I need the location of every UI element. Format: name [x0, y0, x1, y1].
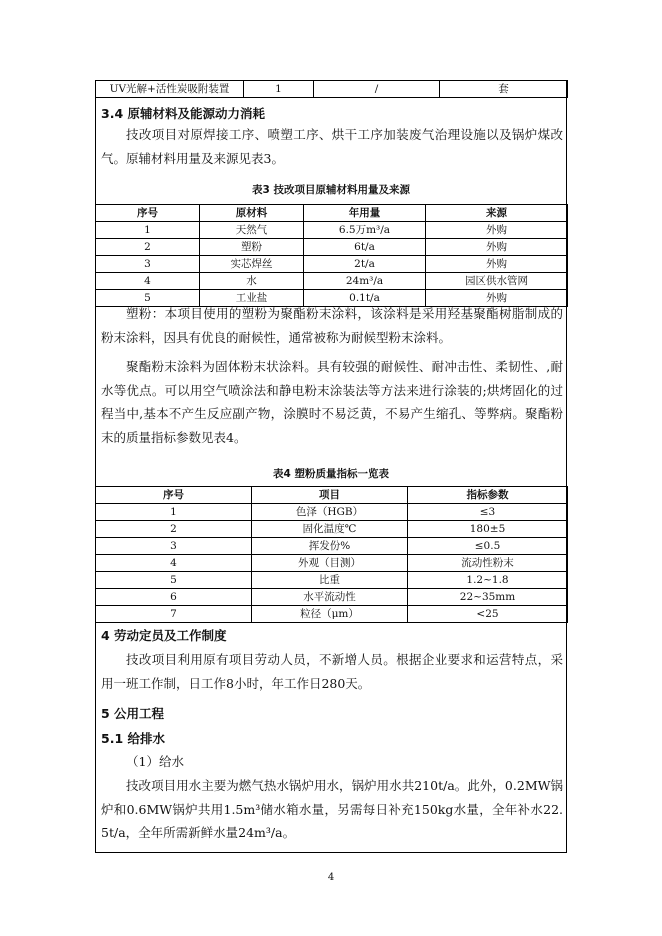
table-cell: 1.2~1.8	[408, 572, 568, 589]
table3-header: 原材料	[200, 205, 304, 222]
table-cell: 比重	[252, 572, 408, 589]
table-cell: 5	[96, 290, 200, 307]
equipment-qty: 1	[244, 81, 314, 98]
table-row	[96, 273, 568, 290]
table-cell: 色泽（HGB）	[252, 504, 408, 521]
table-cell: 24m³/a	[304, 273, 426, 290]
table-cell: 2	[96, 521, 252, 538]
table-row	[96, 606, 568, 623]
table3-caption: 表3 技改项目原辅材料用量及来源	[252, 184, 410, 196]
table-row	[96, 589, 568, 606]
table-cell: ≤0.5	[408, 538, 568, 555]
table-row	[96, 538, 568, 555]
table4-caption: 表4 塑粉质量指标一览表	[273, 468, 389, 480]
table-cell: 固化温度℃	[252, 521, 408, 538]
table-cell: 天然气	[200, 222, 304, 239]
table-cell: 外购	[426, 222, 568, 239]
table-cell: 5	[96, 572, 252, 589]
table-cell: 1	[96, 504, 252, 521]
table-row	[96, 256, 568, 273]
table-cell: 6.5万m³/a	[304, 222, 426, 239]
table-header-row	[96, 205, 568, 222]
table3	[95, 204, 568, 307]
heading-5: 5 公用工程	[101, 706, 165, 721]
table-cell: 6t/a	[304, 239, 426, 256]
subheading-water-supply: （1）给水	[126, 754, 184, 769]
table-cell: 挥发份%	[252, 538, 408, 555]
table-cell: 水平流动性	[252, 589, 408, 606]
table-cell: 1	[96, 222, 200, 239]
table-row	[96, 521, 568, 538]
table-cell: 4	[96, 273, 200, 290]
table-row	[96, 239, 568, 256]
table4-header: 序号	[96, 487, 252, 504]
table-cell: 外购	[426, 239, 568, 256]
table-row	[96, 504, 568, 521]
table-cell: 3	[96, 538, 252, 555]
table-cell: 流动性粉末	[408, 555, 568, 572]
equipment-unit: 套	[440, 81, 568, 98]
table-cell: 22~35mm	[408, 589, 568, 606]
table4	[95, 486, 568, 623]
table-row	[96, 81, 568, 98]
table3-header: 年用量	[304, 205, 426, 222]
table-cell: 水	[200, 273, 304, 290]
table-cell: 4	[96, 555, 252, 572]
table-header-row	[96, 487, 568, 504]
table-cell: 实芯焊丝	[200, 256, 304, 273]
table-row	[96, 222, 568, 239]
table3-header: 序号	[96, 205, 200, 222]
table4-header: 项目	[252, 487, 408, 504]
powder-paragraph-2: 聚酯粉末涂料为固体粉末状涂料。具有较强的耐候性、耐冲击性、柔韧性、,耐水等优点。可以用空气喷涂法和静电粉末涂装法等方法来进行涂装的;烘烤固化的过程当中,基本不产生反应副产物，涂膜时不易泛黄，不易产生缩孔、等弊病。聚酯粉末的质量指标参数见表4。	[101, 359, 563, 445]
heading-5-1: 5.1 给排水	[101, 731, 165, 746]
equipment-spec: /	[314, 81, 440, 98]
table-cell: ≤3	[408, 504, 568, 521]
table-cell: 0.1t/a	[304, 290, 426, 307]
powder-paragraph-1: 塑粉：本项目使用的塑粉为聚酯粉末涂料，该涂料是采用羟基聚酯树脂制成的粉末涂料，因具有优良的耐候性，通常被称为耐候型粉末涂料。	[101, 306, 563, 345]
heading-3-4: 3.4 原辅材料及能源动力消耗	[101, 106, 265, 121]
table-cell: 2t/a	[304, 256, 426, 273]
heading-4: 4 劳动定员及工作制度	[101, 628, 227, 643]
table-cell: 180±5	[408, 521, 568, 538]
table-cell: <25	[408, 606, 568, 623]
table-cell: 粒径（μm）	[252, 606, 408, 623]
table-cell: 3	[96, 256, 200, 273]
table4-header: 指标参数	[408, 487, 568, 504]
table-cell: 塑粉	[200, 239, 304, 256]
table-cell: 6	[96, 589, 252, 606]
equipment-table-last-row	[95, 80, 568, 98]
page-number: 4	[327, 872, 335, 883]
table-row	[96, 572, 568, 589]
table-row	[96, 555, 568, 572]
table-cell: 外购	[426, 256, 568, 273]
paragraph-4: 技改项目利用原有项目劳动人员，不新增人员。根据企业要求和运营特点，采用一班工作制，日工作8小时，年工作日280天。	[101, 652, 563, 691]
paragraph-5-1: 技改项目用水主要为燃气热水锅炉用水，锅炉用水共210t/a。此外，0.2MW锅炉和0.6MW锅炉共用1.5m³储水箱水量，另需每日补充150kg水量，全年补水22.5t/a，全年所需新鲜水量24m³/a。	[101, 778, 563, 840]
table-cell: 7	[96, 606, 252, 623]
table-cell: 外购	[426, 290, 568, 307]
table-cell: 园区供水管网	[426, 273, 568, 290]
table-cell: 2	[96, 239, 200, 256]
equipment-name: UV光解+活性炭吸附装置	[96, 81, 244, 98]
paragraph-3-4: 技改项目对原焊接工序、喷塑工序、烘干工序加装废气治理设施以及锅炉煤改气。原辅材料用量及来源见表3。	[101, 127, 563, 166]
table-cell: 工业盐	[200, 290, 304, 307]
table3-header: 来源	[426, 205, 568, 222]
table-cell: 外观（目测）	[252, 555, 408, 572]
